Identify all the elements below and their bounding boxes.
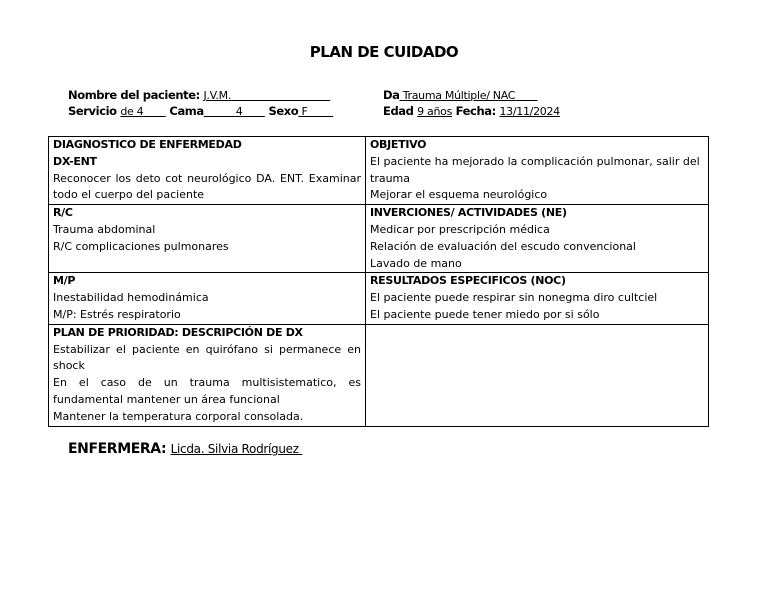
priority-line: Mantener la temperatura corporal consolada.	[53, 409, 304, 423]
bed-label: Cama	[169, 104, 204, 118]
results-line: El paciente puede respirar sin nonegma diro cultciel	[370, 291, 658, 305]
diagnosis-cell	[49, 137, 366, 205]
page-title: PLAN DE CUIDADO	[309, 43, 459, 61]
diagnosis-subheading: DX-ENT	[53, 154, 97, 168]
priority-line: Estabilizar el paciente en quirófano si permanece en shock	[53, 342, 361, 373]
empty-cell	[366, 324, 709, 426]
rc-line: Trauma abdominal	[53, 222, 156, 236]
date-value: 13/11/2024	[499, 105, 560, 118]
priority-heading: PLAN DE PRIORIDAD: DESCRIPCIÓN DE DX	[53, 325, 303, 339]
diagnosis-value: Trauma Múltiple/ NAC	[402, 89, 516, 102]
table-row	[49, 273, 709, 324]
interventions-line: Lavado de mano	[370, 256, 462, 270]
results-cell	[366, 273, 709, 324]
sex-value: F	[301, 105, 308, 118]
diagnosis-label: Da	[383, 88, 400, 102]
mp-cell	[49, 273, 366, 324]
objective-heading: OBJETIVO	[370, 138, 427, 151]
date-label: Fecha:	[455, 104, 496, 118]
patient-name-label: Nombre del paciente:	[68, 88, 200, 102]
care-plan-table	[48, 136, 709, 427]
interventions-cell	[366, 205, 709, 273]
objective-line: El paciente ha mejorado la complicación pulmonar, salir del trauma	[370, 154, 700, 185]
results-heading: RESULTADOS ESPECIFICOS (NOC)	[370, 274, 566, 288]
objective-line: Mejorar el esquema neurológico	[370, 188, 548, 202]
rc-line: R/C complicaciones pulmonares	[53, 239, 229, 253]
nurse-name: Licda. Silvia Rodríguez	[170, 442, 299, 456]
interventions-line: Relación de evaluación del escudo convencional	[370, 239, 636, 253]
objective-cell	[366, 137, 709, 205]
service-label: Servicio	[68, 104, 117, 118]
table-row	[49, 137, 709, 205]
table-row	[49, 205, 709, 273]
mp-heading: M/P	[53, 274, 76, 288]
patient-name-field	[68, 87, 330, 104]
nurse-signature	[68, 441, 302, 457]
rc-cell	[49, 205, 366, 273]
nurse-label: ENFERMERA:	[68, 441, 167, 457]
service-field	[68, 103, 333, 120]
rc-heading: R/C	[53, 206, 73, 220]
priority-cell	[49, 324, 366, 426]
priority-line: En el caso de un trauma multisistematico, es fundamental mantener un área funcional	[53, 376, 361, 406]
sex-label: Sexo	[268, 104, 299, 118]
diagnosis-field	[383, 87, 538, 104]
age-value: 9 años	[417, 105, 453, 118]
interventions-line: Medicar por prescripción médica	[370, 222, 550, 236]
diagnosis-text: Reconocer los deto cot neurológico DA. ENT. Examinar todo el cuerpo del paciente	[53, 171, 361, 202]
interventions-heading: INVERCIONES/ ACTIVIDADES (NE)	[370, 206, 567, 220]
mp-line: Inestabilidad hemodinámica	[53, 291, 209, 305]
age-date-field	[383, 103, 560, 120]
bed-value: 4	[235, 105, 243, 118]
table-row	[49, 324, 709, 426]
diagnosis-heading: DIAGNOSTICO DE ENFERMEDAD	[53, 138, 242, 151]
patient-name-value: J.V.M.	[203, 89, 232, 102]
mp-line: M/P: Estrés respiratorio	[53, 307, 181, 321]
service-value: de 4	[120, 105, 144, 118]
age-label: Edad	[383, 104, 414, 118]
results-line: El paciente puede tener miedo por si sólo	[370, 307, 600, 321]
